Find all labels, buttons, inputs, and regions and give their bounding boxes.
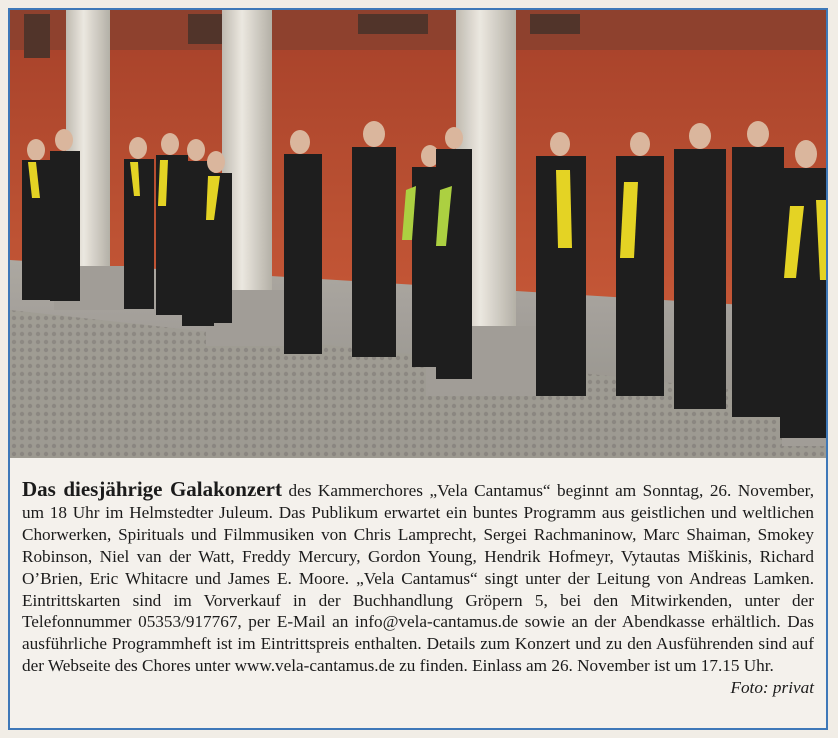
article-lead: Das diesjährige Galakonzert — [22, 477, 282, 501]
article-body: des Kammerchores „Vela Cantamus“ beginnt am Sonntag, 26. November, um 18 Uhr im Helmstedter Juleum. Das Publikum erwartet ein buntes Programm aus geistlichen und weltlichen Chorwerken, Spirituals und Filmmusiken von Chris Lamprecht, Sergei Rachmaninow, Marc Shaiman, Smokey Robinson, Niel van der Watt, Freddy Mercury, Gordon Young, Hendrik Hofmeyr, Vytautas Miškinis, Richard O’Brien, Eric Whitacre und James E. Moore. „Vela Cantamus“ singt unter der Leitung von Andreas Lamken. Eintrittskarten sind im Vorverkauf in der Buchhandlung Gröpern 5, bei den Mitwirkenden, unter der Telefonnummer 05353/917767, per E-Mail an info@vela-cantamus.de sowie an der Abendkasse erhältlich. Das ausführliche Programmheft ist im Eintrittspreis enthalten. Details zum Konzert und zu den Ausführenden sind auf der Webseite des Chores unter www.vela-cantamus.de zu finden. Einlass am 26. November ist um 17.15 Uhr. — [22, 481, 814, 676]
article-caption — [22, 479, 814, 699]
choir-photo — [10, 10, 826, 458]
choir-photo-illustration — [10, 10, 826, 458]
newspaper-clipping — [8, 8, 828, 730]
photo-credit: Foto: privat — [730, 678, 814, 698]
